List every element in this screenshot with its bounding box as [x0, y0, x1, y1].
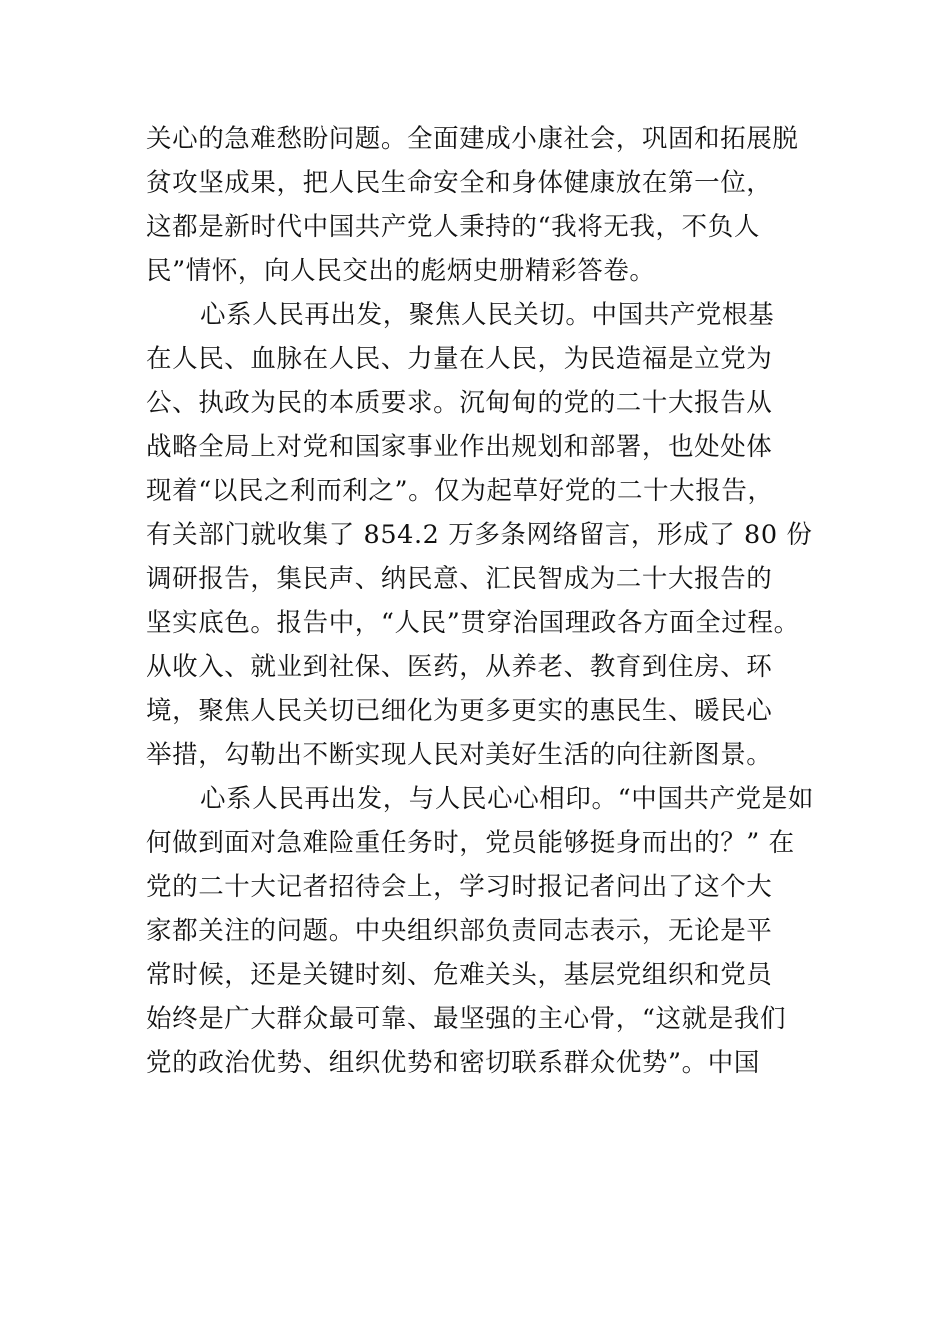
text-line: 境，聚焦人民关切已细化为更多更实的惠民生、暖民心 — [146, 696, 773, 726]
text-line: 在人民、血脉在人民、力量在人民，为民造福是立党为 — [146, 344, 773, 374]
text-line: 举措，勾勒出不断实现人民对美好生活的向往新图景。 — [146, 740, 773, 770]
text-line: 关心的急难愁盼问题。全面建成小康社会，巩固和拓展脱 — [146, 124, 799, 154]
text-line: 何做到面对急难险重任务时，党员能够挺身而出的？” 在 — [146, 828, 795, 858]
document-body — [146, 117, 826, 1085]
paragraph-first-line: 心系人民再出发，聚焦人民关切。中国共产党根基 — [200, 300, 775, 330]
text-line: 坚实底色。报告中，“人民”贯穿治国理政各方面全过程。 — [146, 608, 800, 638]
text-line: 党的政治优势、组织优势和密切联系群众优势”。中国 — [146, 1048, 760, 1078]
paragraph-first-line: 心系人民再出发，与人民心心相印。“中国共产党是如 — [200, 784, 814, 814]
text-line: 战略全局上对党和国家事业作出规划和部署，也处处体 — [146, 432, 773, 462]
text-line: 家都关注的问题。中央组织部负责同志表示，无论是平 — [146, 916, 773, 946]
text-line: 始终是广大群众最可靠、最坚强的主心骨，“这就是我们 — [146, 1004, 787, 1034]
text-line: 调研报告，集民声、纳民意、汇民智成为二十大报告的 — [146, 564, 773, 594]
text-line: 常时候，还是关键时刻、危难关头，基层党组织和党员 — [146, 960, 773, 990]
text-line: 这都是新时代中国共产党人秉持的“我将无我，不负人 — [146, 212, 760, 242]
text-line: 贫攻坚成果，把人民生命安全和身体健康放在第一位， — [146, 168, 773, 198]
text-line: 有关部门就收集了 854.2 万多条网络留言，形成了 80 份 — [146, 520, 813, 550]
text-line: 党的二十大记者招待会上，学习时报记者问出了这个大 — [146, 872, 773, 902]
text-line: 现着“以民之利而利之”。仅为起草好党的二十大报告， — [146, 476, 774, 506]
text-line: 从收入、就业到社保、医药，从养老、教育到住房、环 — [146, 652, 773, 682]
text-line: 民”情怀，向人民交出的彪炳史册精彩答卷。 — [146, 256, 656, 286]
text-line: 公、执政为民的本质要求。沉甸甸的党的二十大报告从 — [146, 388, 773, 418]
